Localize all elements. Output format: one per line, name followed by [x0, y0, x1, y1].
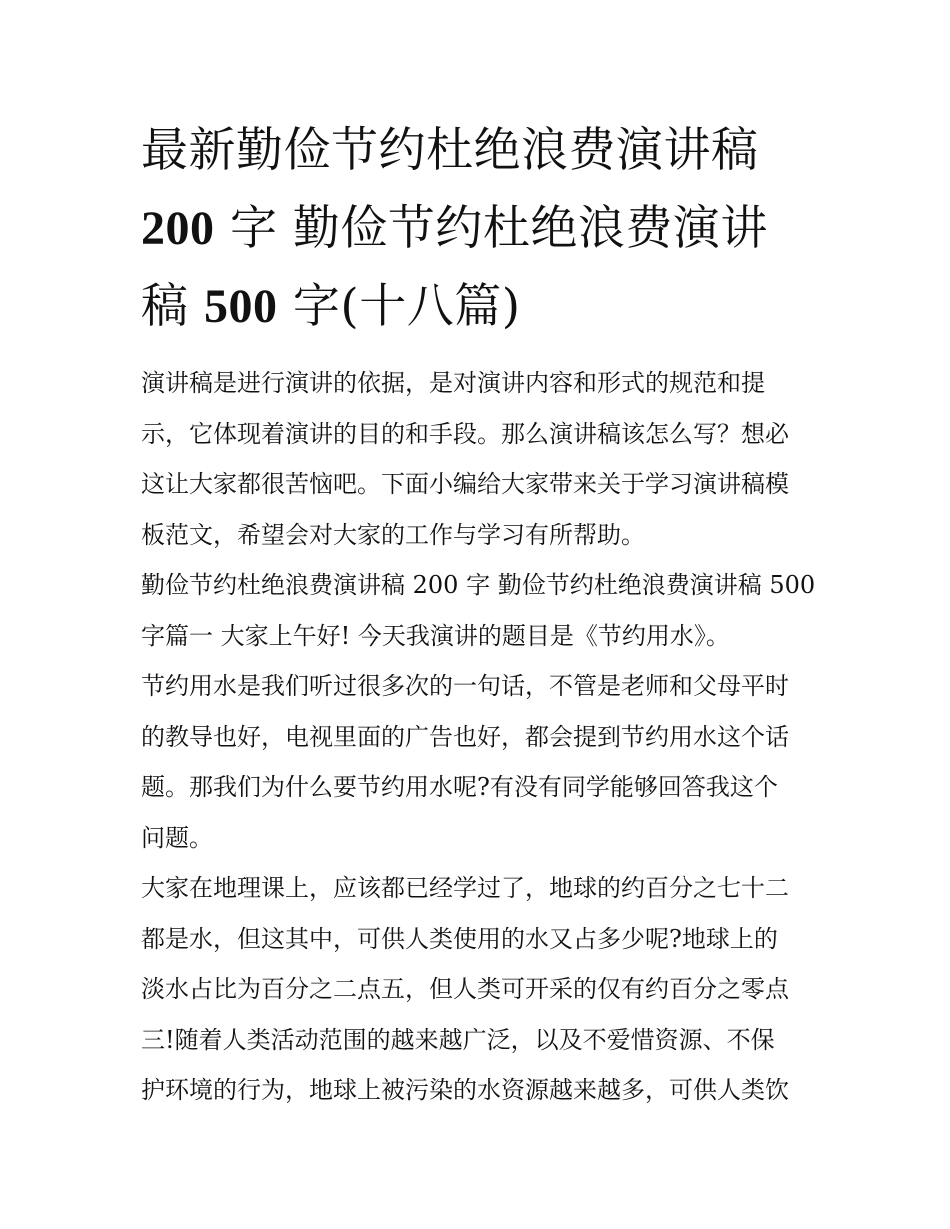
title-line: [141, 190, 813, 268]
text-line: 板范文，希望会对大家的工作与学习有所帮助。: [141, 520, 645, 549]
title-number: 500: [203, 280, 278, 333]
text-line: 大家在地理课上，应该都已经学过了，地球的约百分之七十二: [141, 874, 789, 902]
text-line: 三!随着人类活动范围的越来越广泛，以及不爱惜资源、不保: [141, 1025, 775, 1054]
paragraph-intro: [141, 358, 813, 560]
text-line: 都是水，但这其中，可供人类使用的水又占多少呢?地球上的: [141, 924, 778, 953]
text-line: 护环境的行为，地球上被污染的水资源越来越多，可供人类饮: [141, 1076, 789, 1104]
document-body: [141, 358, 816, 1116]
text-line: 字篇一 大家上午好! 今天我演讲的题目是《节约用水》。: [141, 621, 730, 650]
text-line: 问题。: [141, 823, 213, 852]
text-line: 这让大家都很苦恼吧。下面小编给大家带来关于学习演讲稿模: [141, 470, 789, 498]
title-text: 字(十八篇): [277, 279, 521, 334]
text-line: 淡水占比为百分之二点五，但人类可开采的仅有约百分之零点: [141, 975, 789, 1003]
text-line: 示，它体现着演讲的目的和手段。那么演讲稿该怎么写？想必: [141, 419, 789, 448]
title-text: 字 勤俭节约杜绝浪费演讲: [214, 201, 768, 256]
document-title: [141, 112, 813, 346]
title-line: [141, 112, 813, 190]
title-line: [141, 268, 813, 346]
text-line: 节约用水是我们听过很多次的一句话，不管是老师和父母平时: [141, 672, 789, 700]
title-text: 稿: [141, 279, 204, 334]
text-line: 的教导也好，电视里面的广告也好，都会提到节约用水这个话: [141, 722, 789, 751]
paragraph-section-heading: [141, 560, 816, 661]
paragraph-body: [141, 661, 813, 863]
title-text: 最新勤俭节约杜绝浪费演讲稿: [141, 123, 759, 178]
paragraph-body: [141, 863, 813, 1116]
text-line: 勤俭节约杜绝浪费演讲稿 200 字 勤俭节约杜绝浪费演讲稿 500: [141, 571, 816, 599]
document-content: [141, 112, 816, 1116]
title-number: 200: [141, 202, 215, 255]
text-line: 演讲稿是进行演讲的依据，是对演讲内容和形式的规范和提: [141, 369, 765, 397]
text-line: 题。那我们为什么要节约用水呢?有没有同学能够回答我这个: [141, 773, 778, 801]
